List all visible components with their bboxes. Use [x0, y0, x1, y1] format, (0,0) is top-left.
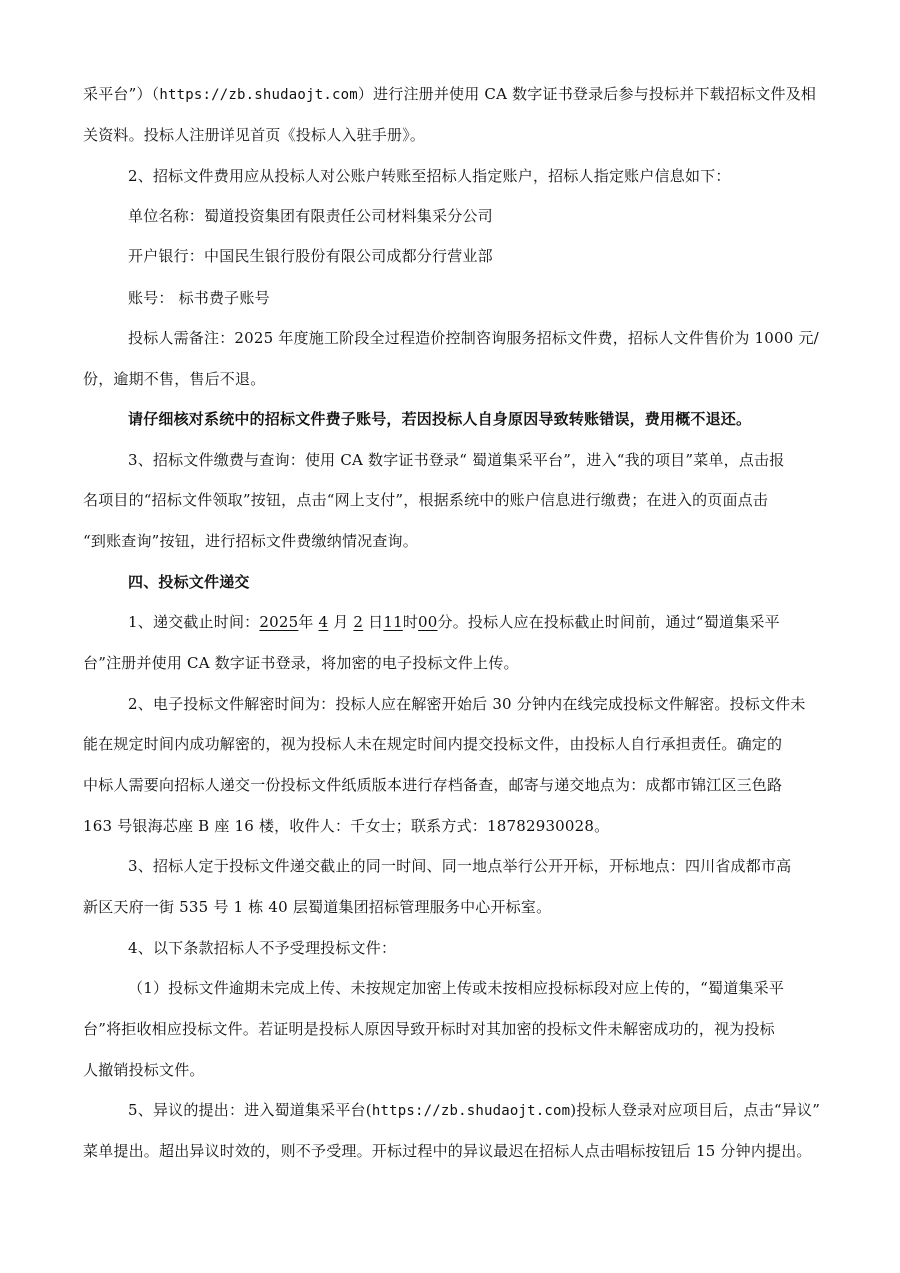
deadline-month-unit: 月 — [333, 613, 349, 631]
deadline-prefix: 1、递交截止时间： — [128, 613, 260, 631]
warning-text: 请仔细核对系统中的招标文件费子账号，若因投标人自身原因导致转账错误，费用概不退还。 — [128, 410, 752, 428]
rejection-item-1-line-3: 人撤销投标文件。 — [83, 1061, 205, 1079]
objection-platform-url: https://zb.shudaojt.com — [371, 1103, 571, 1119]
rejection-heading: 4、以下条款招标人不予受理投标文件： — [128, 939, 397, 957]
deadline-line — [128, 612, 780, 632]
p3-line-3: “到账查询”按钮，进行招标文件费缴纳情况查询。 — [83, 532, 418, 550]
objection-line-1 — [128, 1100, 820, 1121]
deadline-month: 4 — [318, 613, 329, 631]
objection-text-b: )投标人登录对应项目后，点击“异议” — [570, 1101, 821, 1119]
deadline-day: 2 — [353, 613, 364, 631]
deadline-hour: 11 — [383, 613, 403, 631]
account-bank: 开户银行：中国民生银行股份有限公司成都分行营业部 — [128, 247, 493, 265]
deadline-minute: 00 — [418, 613, 438, 631]
p1-line-1-text-b: ）进行注册并使用 CA 数字证书登录后参与投标并下载招标文件及相 — [357, 85, 817, 103]
p1-line-2: 关资料。投标人注册详见首页《投标人入驻手册》。 — [83, 126, 426, 144]
platform-url: https://zb.shudaojt.com — [159, 87, 358, 103]
objection-line-2: 菜单提出。超出异议时效的，则不予受理。开标过程中的异议最迟在招标人点击唱标按钮后 15 分钟内提出。 — [83, 1142, 812, 1160]
fee-paragraph: 2、招标文件费用应从投标人对公账户转账至招标人指定账户，招标人指定账户信息如下： — [128, 167, 731, 185]
deadline-line-2: 台”注册并使用 CA 数字证书登录，将加密的电子投标文件上传。 — [83, 654, 519, 672]
rejection-item-1-line-1: （1）投标文件逾期未完成上传、未按规定加密上传或未按相应投标标段对应上传的，“蜀道集采平 — [128, 979, 785, 997]
decrypt-line-1: 2、电子投标文件解密时间为：投标人应在解密开始后 30 分钟内在线完成投标文件解密。投标文件未 — [128, 695, 806, 713]
decrypt-line-2: 能在规定时间内成功解密的，视为投标人未在规定时间内提交投标文件，由投标人自行承担责任。确定的 — [83, 735, 783, 753]
p1-line-1 — [83, 84, 816, 105]
deadline-year: 2025 — [259, 613, 299, 631]
rejection-item-1-line-2: 台”将拒收相应投标文件。若证明是投标人原因导致开标时对其加密的投标文件未解密成功的，视为投标 — [83, 1020, 775, 1038]
p3-line-2: 名项目的“招标文件领取”按钮，点击“网上支付”，根据系统中的账户信息进行缴费；在进入的页面点击 — [83, 491, 769, 509]
note-line-1: 投标人需备注：2025 年度施工阶段全过程造价控制咨询服务招标文件费，招标人文件售价为 1000 元/ — [128, 329, 819, 347]
deadline-suffix: 分。投标人应在投标截止时间前，通过“蜀道集采平 — [437, 613, 780, 631]
account-number: 账号： 标书费子账号 — [128, 289, 270, 307]
account-unit-name: 单位名称：蜀道投资集团有限责任公司材料集采分公司 — [128, 207, 493, 225]
objection-text-a: 5、异议的提出：进入蜀道集采平台( — [128, 1101, 372, 1119]
opening-line-1: 3、招标人定于投标文件递交截止的同一时间、同一地点举行公开开标，开标地点：四川省成都市高 — [128, 857, 792, 875]
p3-line-1: 3、招标文件缴费与查询：使用 CA 数字证书登录“ 蜀道集采平台”，进入“我的项目”菜单，点击报 — [128, 451, 785, 469]
decrypt-line-4: 163 号银海芯座 B 座 16 楼，收件人：千女士；联系方式：18782930028。 — [83, 817, 610, 835]
opening-line-2: 新区天府一街 535 号 1 栋 40 层蜀道集团招标管理服务中心开标室。 — [83, 898, 552, 916]
deadline-day-unit: 日 — [368, 613, 384, 631]
note-line-2: 份，逾期不售，售后不退。 — [83, 370, 266, 388]
deadline-year-unit: 年 — [298, 613, 314, 631]
p1-line-1-text-a: 采平台”）（ — [83, 85, 160, 103]
section-4-heading: 四、投标文件递交 — [128, 573, 250, 591]
deadline-hour-unit: 时 — [402, 613, 419, 631]
decrypt-line-3: 中标人需要向招标人递交一份投标文件纸质版本进行存档备查，邮寄与递交地点为：成都市锦江区三色路 — [83, 776, 783, 794]
